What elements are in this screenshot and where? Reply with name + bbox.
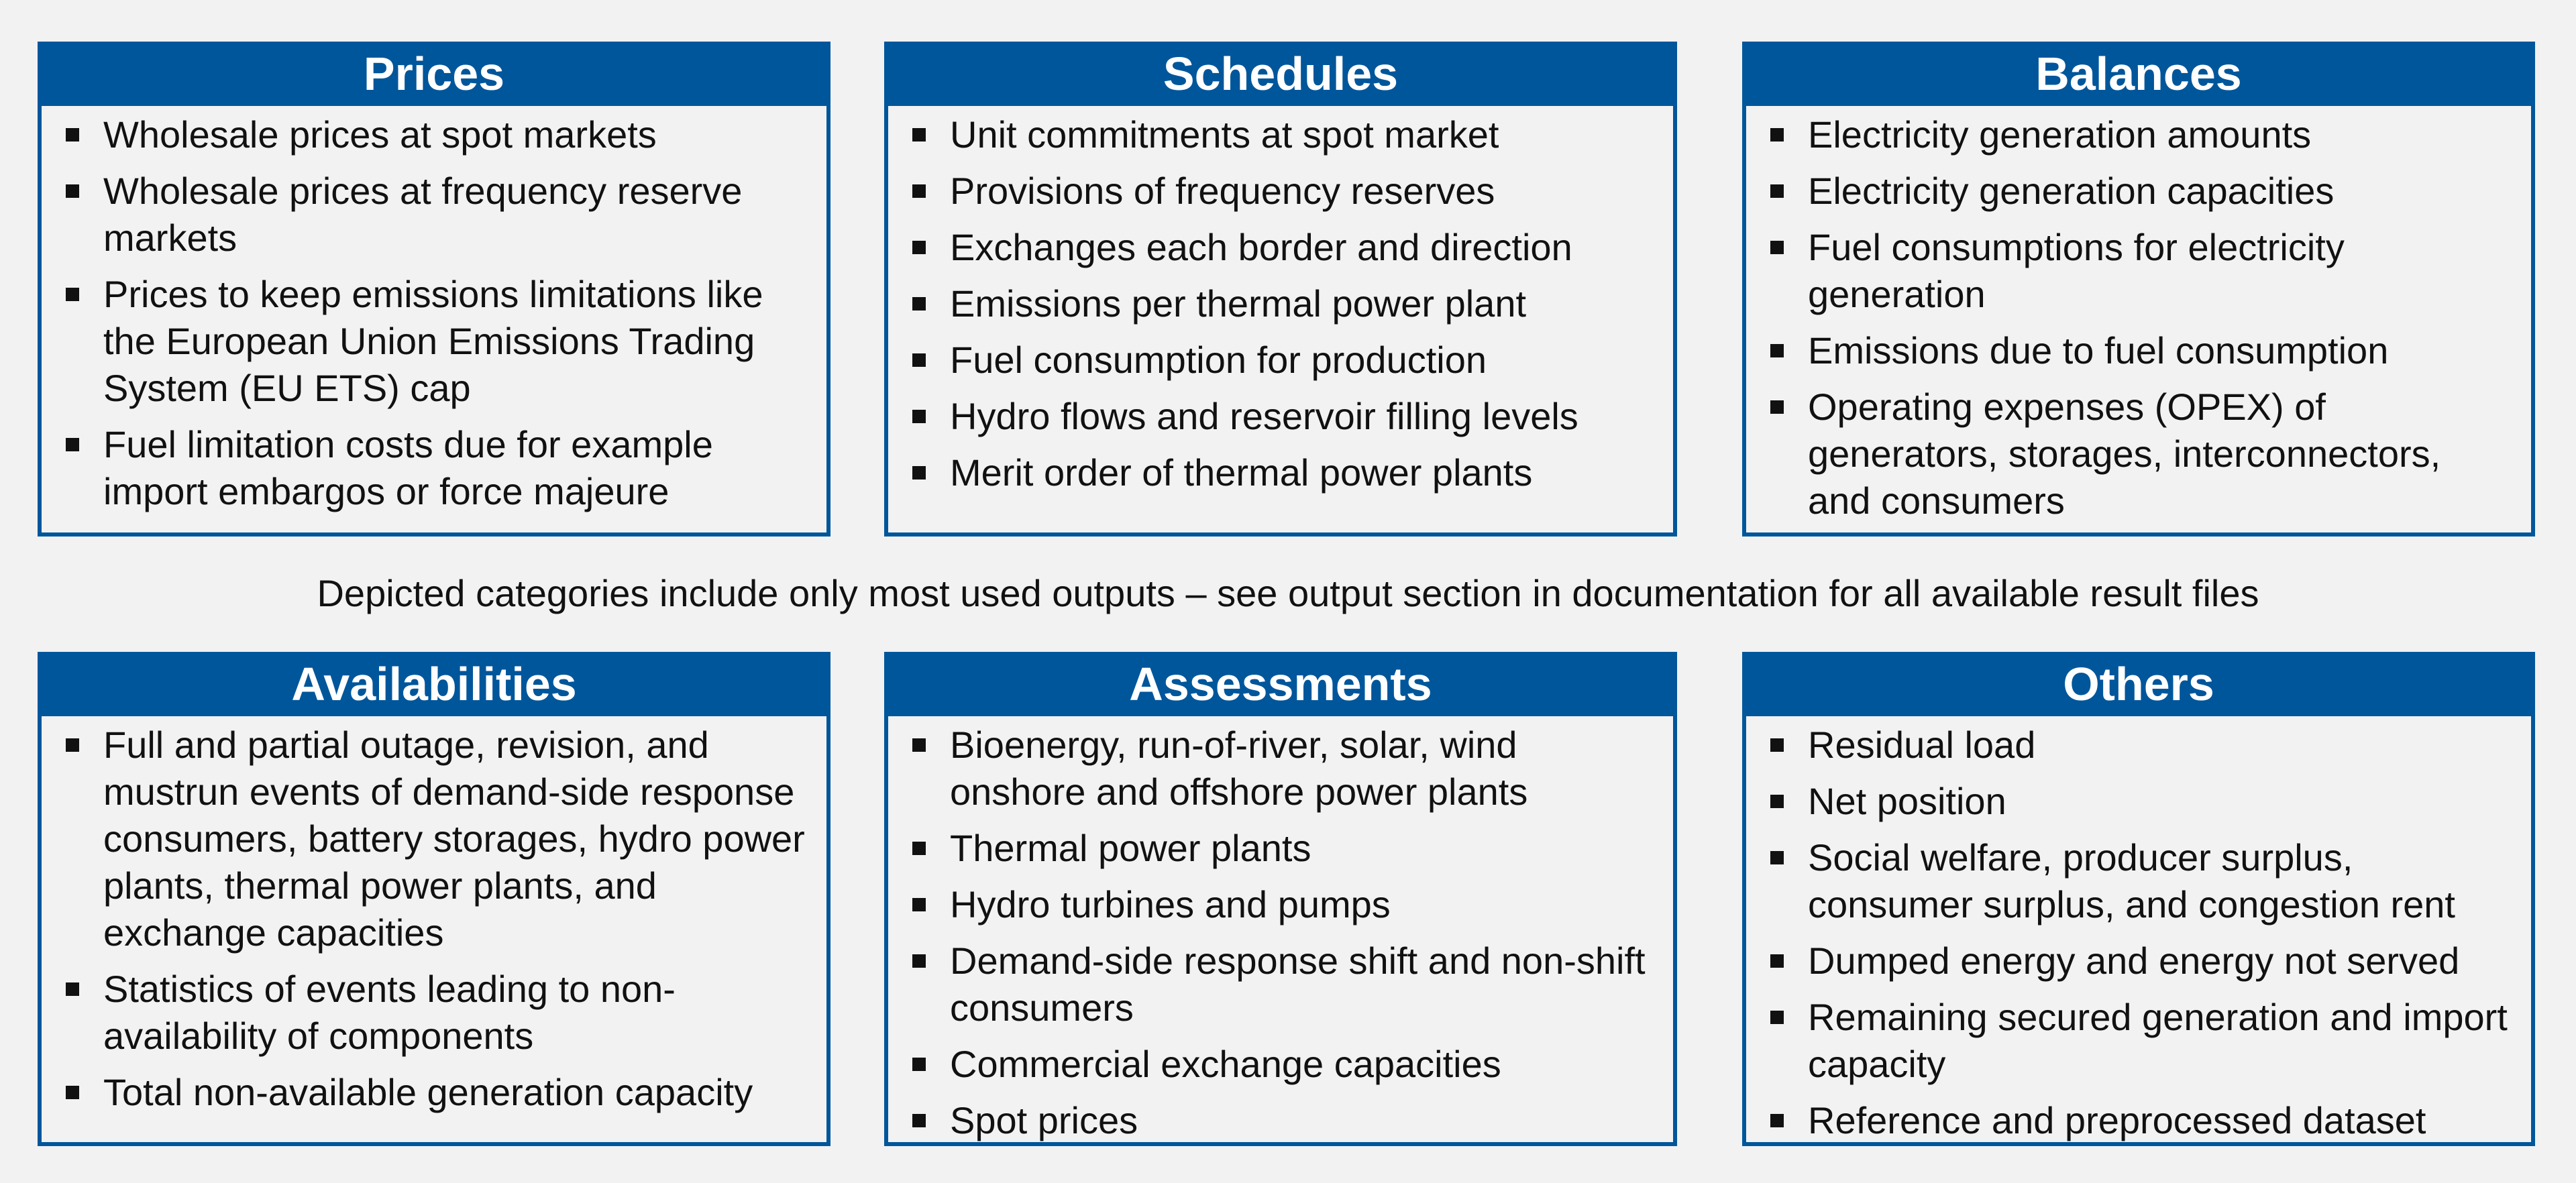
list-item-text: Net position [1808, 780, 2006, 822]
list-item-text: Exchanges each border and direction [950, 226, 1572, 268]
list-item [1765, 778, 2512, 825]
list-item [907, 393, 1654, 440]
list-item-text: Merit order of thermal power plants [950, 451, 1533, 494]
list-item-text: Thermal power plants [950, 827, 1311, 869]
list-item [907, 881, 1654, 928]
list-item [60, 421, 808, 515]
square-bullet-icon [912, 128, 926, 142]
list-item-text: Prices to keep emissions limitations like the European Union Emissions Trading System (EU ETS) cap [103, 273, 763, 409]
list-item [907, 938, 1654, 1031]
list-item-text: Operating expenses (OPEX) of generators, storages, interconnectors, and consumers [1808, 386, 2441, 522]
list-item [907, 168, 1654, 215]
square-bullet-icon [1770, 1114, 1784, 1127]
square-bullet-icon [1770, 184, 1784, 198]
list-item-text: Hydro flows and reservoir filling levels [950, 395, 1578, 437]
square-bullet-icon [66, 982, 79, 996]
list-item-text: Dumped energy and energy not served [1808, 940, 2460, 982]
availabilities-box [38, 652, 830, 1146]
square-bullet-icon [1770, 128, 1784, 142]
schedules-box [884, 42, 1677, 537]
list-item-text: Emissions due to fuel consumption [1808, 329, 2389, 372]
list-item [60, 1069, 808, 1116]
list-item [907, 224, 1654, 271]
list-item-text: Hydro turbines and pumps [950, 883, 1391, 925]
list-item [1765, 384, 2512, 524]
list-item-text: Bioenergy, run-of-river, solar, wind onshore and offshore power plants [950, 724, 1528, 813]
caption-note: Depicted categories include only most used outputs – see output section in documentation for all available result files [317, 572, 2259, 614]
list-item-text: Provisions of frequency reserves [950, 170, 1495, 212]
list-item-text: Wholesale prices at frequency reserve markets [103, 170, 743, 259]
list-item-text: Electricity generation amounts [1808, 113, 2312, 156]
list-item [1765, 938, 2512, 984]
list-item [907, 111, 1654, 158]
square-bullet-icon [66, 738, 79, 752]
list-item [1765, 994, 2512, 1088]
list-item [1765, 224, 2512, 318]
prices-list [42, 106, 826, 515]
list-item [1765, 1097, 2512, 1144]
others-header: Others [1742, 652, 2535, 716]
square-bullet-icon [66, 1086, 79, 1099]
assessments-box [884, 652, 1677, 1146]
list-item [1765, 327, 2512, 374]
list-item-text: Social welfare, producer surplus, consumer surplus, and congestion rent [1808, 836, 2455, 925]
list-item [907, 1041, 1654, 1088]
balances-box [1742, 42, 2535, 537]
list-item-text: Fuel consumption for production [950, 339, 1487, 381]
square-bullet-icon [1770, 1011, 1784, 1024]
schedules-list [888, 106, 1673, 496]
square-bullet-icon [1770, 241, 1784, 254]
square-bullet-icon [912, 1114, 926, 1127]
square-bullet-icon [1770, 954, 1784, 968]
list-item [60, 271, 808, 412]
assessments-list [888, 716, 1673, 1144]
list-item [60, 168, 808, 262]
list-item [1765, 111, 2512, 158]
square-bullet-icon [1770, 400, 1784, 414]
square-bullet-icon [912, 1058, 926, 1071]
list-item [907, 722, 1654, 815]
square-bullet-icon [912, 410, 926, 423]
list-item-text: Wholesale prices at spot markets [103, 113, 657, 156]
availabilities-list [42, 716, 826, 1116]
square-bullet-icon [1770, 851, 1784, 864]
list-item [60, 111, 808, 158]
list-item-text: Unit commitments at spot market [950, 113, 1499, 156]
square-bullet-icon [912, 353, 926, 367]
square-bullet-icon [912, 954, 926, 968]
list-item [60, 722, 808, 956]
others-list [1746, 716, 2531, 1144]
list-item-text: Full and partial outage, revision, and mustrun events of demand-side response consumers, battery storages, hydro power plants, thermal power plants, and exchange capacities [103, 724, 805, 954]
list-item [1765, 722, 2512, 769]
square-bullet-icon [912, 466, 926, 480]
assessments-header: Assessments [884, 652, 1677, 716]
availabilities-header: Availabilities [38, 652, 830, 716]
square-bullet-icon [66, 288, 79, 301]
list-item-text: Fuel consumptions for electricity generation [1808, 226, 2345, 315]
list-item [1765, 168, 2512, 215]
list-item-text: Total non-available generation capacity [103, 1071, 753, 1113]
list-item [907, 449, 1654, 496]
list-item-text: Demand-side response shift and non-shift consumers [950, 940, 1646, 1029]
list-item [60, 966, 808, 1060]
square-bullet-icon [912, 184, 926, 198]
square-bullet-icon [1770, 344, 1784, 357]
square-bullet-icon [912, 297, 926, 311]
others-box [1742, 652, 2535, 1146]
square-bullet-icon [66, 438, 79, 451]
prices-header: Prices [38, 42, 830, 106]
square-bullet-icon [1770, 738, 1784, 752]
list-item-text: Residual load [1808, 724, 2036, 766]
list-item-text: Remaining secured generation and import capacity [1808, 996, 2508, 1085]
list-item [907, 825, 1654, 872]
balances-list [1746, 106, 2531, 524]
square-bullet-icon [912, 898, 926, 911]
list-item-text: Commercial exchange capacities [950, 1043, 1501, 1085]
list-item-text: Emissions per thermal power plant [950, 282, 1527, 325]
list-item-text: Electricity generation capacities [1808, 170, 2334, 212]
list-item [907, 280, 1654, 327]
list-item-text: Fuel limitation costs due for example import embargos or force majeure [103, 423, 713, 512]
square-bullet-icon [66, 128, 79, 142]
balances-header: Balances [1742, 42, 2535, 106]
list-item [1765, 834, 2512, 928]
list-item [907, 337, 1654, 384]
list-item [907, 1097, 1654, 1144]
square-bullet-icon [912, 241, 926, 254]
square-bullet-icon [66, 184, 79, 198]
schedules-header: Schedules [884, 42, 1677, 106]
square-bullet-icon [912, 738, 926, 752]
list-item-text: Reference and preprocessed dataset [1808, 1099, 2426, 1141]
square-bullet-icon [912, 842, 926, 855]
prices-box [38, 42, 830, 537]
square-bullet-icon [1770, 795, 1784, 808]
list-item-text: Statistics of events leading to non-availability of components [103, 968, 676, 1057]
list-item-text: Spot prices [950, 1099, 1138, 1141]
